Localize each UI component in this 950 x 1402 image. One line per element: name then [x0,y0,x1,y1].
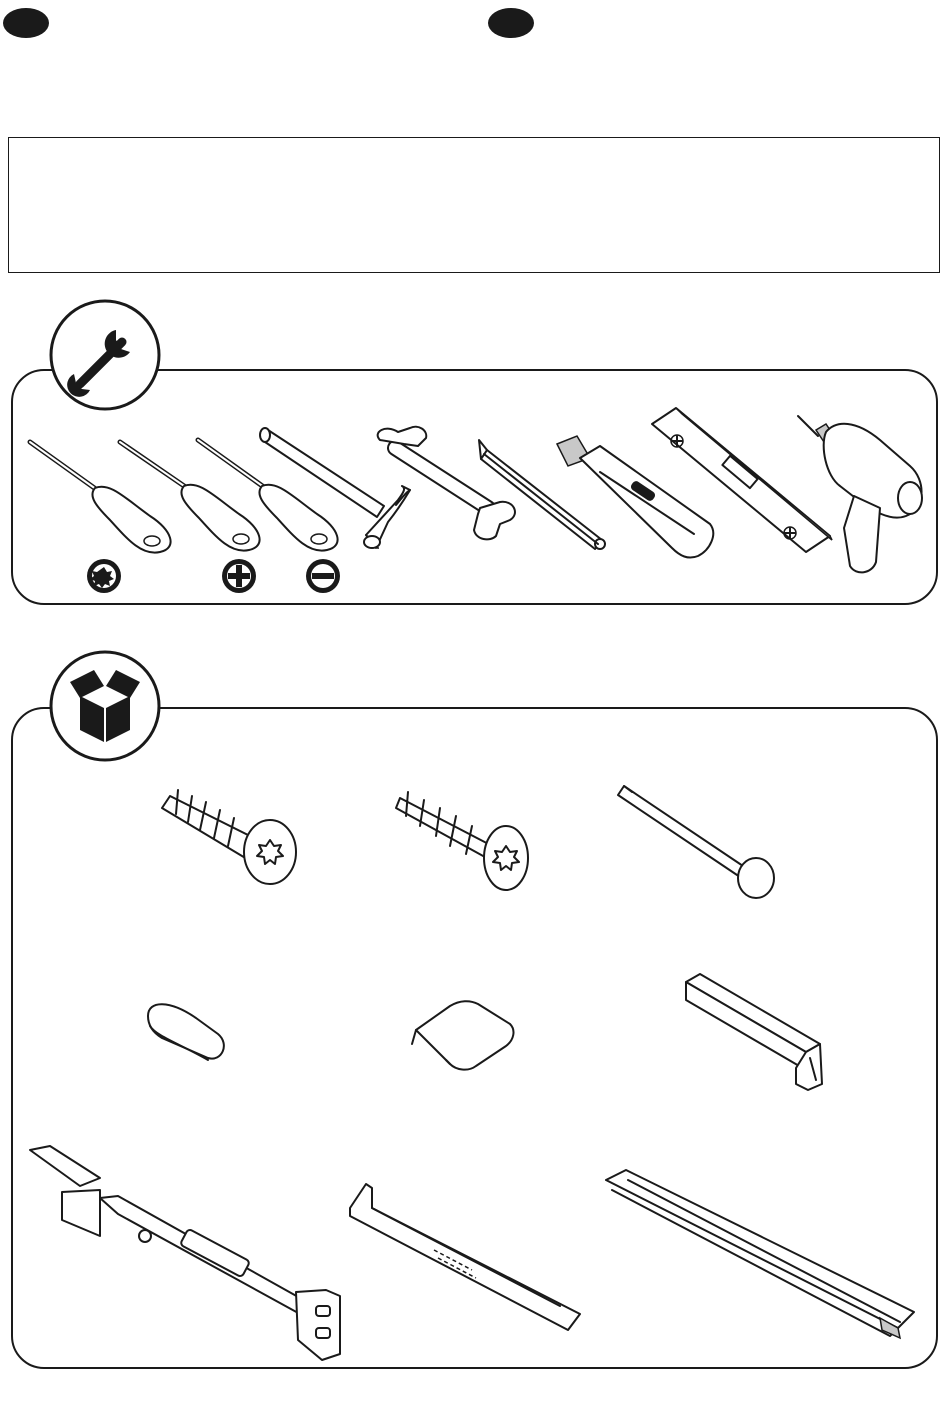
torx-screwdriver-icon [30,442,171,553]
phillips-bit-icon [222,559,256,593]
torx-bit-icon [87,559,121,593]
square-cap-icon [412,1001,513,1069]
tools-section [12,301,937,604]
wrench-icon [51,301,159,409]
countersunk-screw-icon [396,792,528,890]
channel-rail-icon [606,1170,914,1338]
nail-icon [618,786,774,898]
oval-cap-icon [148,1004,224,1060]
open-box-icon [51,652,159,760]
open-end-wrench-icon [378,427,515,540]
clip-bracket-icon [686,974,822,1090]
tools-panel [12,370,937,604]
power-drill-icon [798,416,922,572]
pan-head-screw-icon [162,790,296,884]
t-profile-rail-icon [350,1184,580,1330]
parts-section [12,652,937,1368]
flat-bit-icon [306,559,340,593]
hinge-rail-icon [30,1146,340,1360]
